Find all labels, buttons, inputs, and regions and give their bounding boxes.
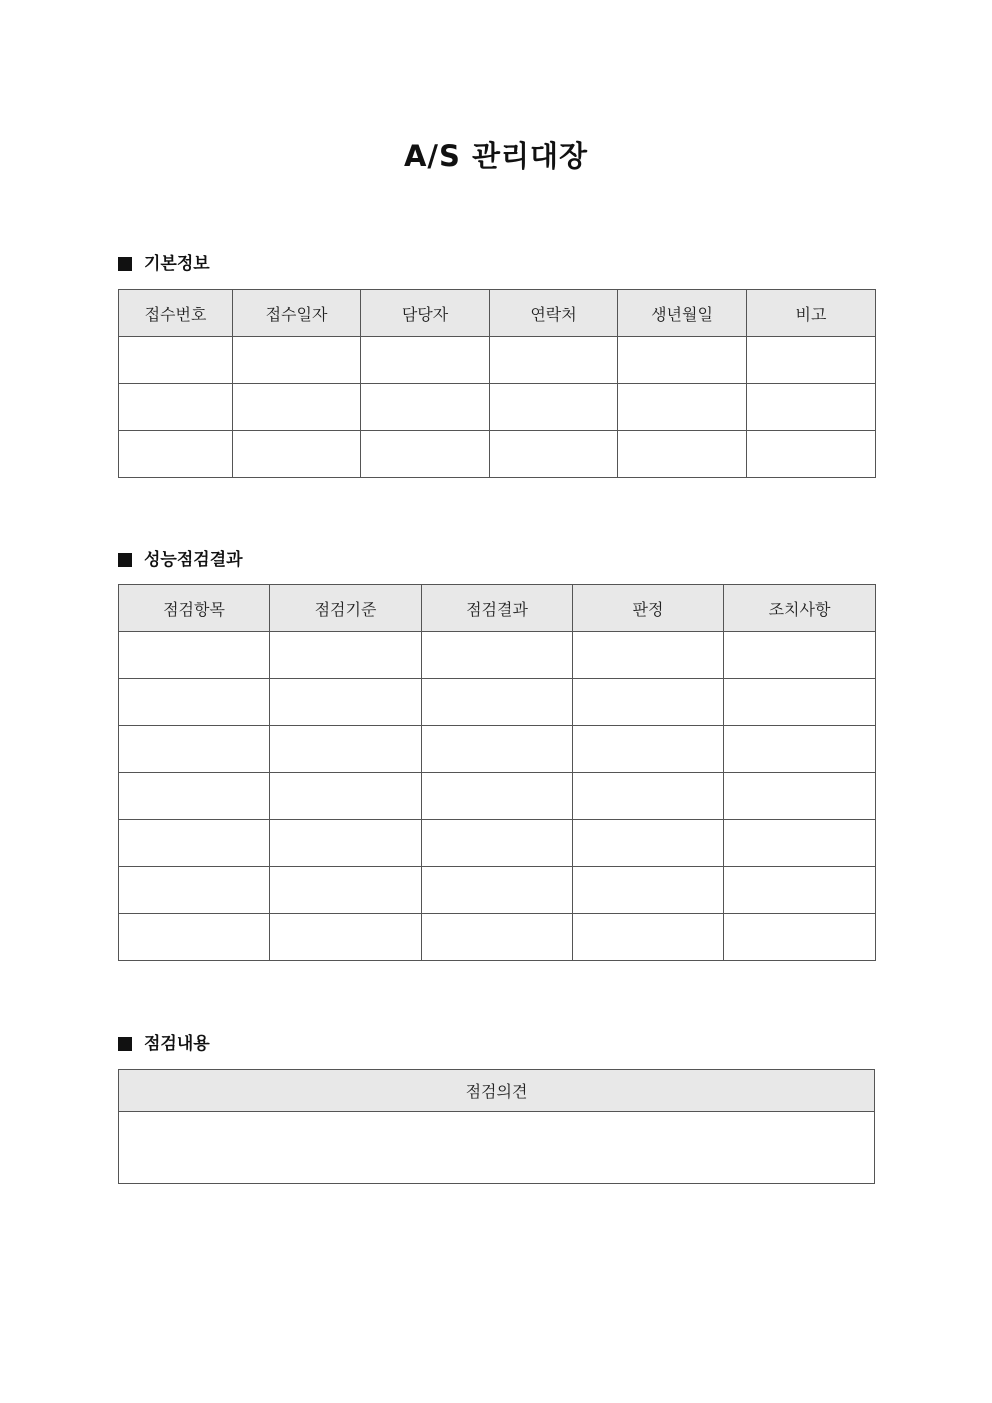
table-cell[interactable] [490,431,618,478]
inspection-opinion-field[interactable] [119,1112,875,1184]
table-row [119,384,876,431]
performance-heading [118,547,243,573]
table-cell[interactable] [422,914,573,961]
table-cell[interactable] [119,726,270,773]
table-cell[interactable] [422,632,573,679]
table-cell[interactable] [490,337,618,384]
table-cell[interactable] [724,773,876,820]
basic-info-heading [118,251,210,277]
table-cell[interactable] [422,867,573,914]
table-cell[interactable] [490,384,618,431]
table-cell[interactable] [119,431,233,478]
column-header-check-result: 점검결과 [422,585,573,632]
table-cell[interactable] [618,431,747,478]
table-cell[interactable] [119,632,270,679]
table-cell[interactable] [270,867,422,914]
table-cell[interactable] [270,632,422,679]
table-cell[interactable] [573,632,724,679]
table-header-row [119,1070,875,1112]
table-row [119,820,876,867]
table-cell[interactable] [724,867,876,914]
table-cell[interactable] [747,431,876,478]
square-bullet-icon [118,1037,132,1051]
basic-info-table [118,289,876,478]
column-header-judgment: 판정 [573,585,724,632]
table-header-row [119,290,876,337]
table-cell[interactable] [119,384,233,431]
table-cell[interactable] [119,337,233,384]
column-header-inspection-opinion: 점검의견 [119,1070,875,1112]
column-header-receipt-number: 접수번호 [119,290,233,337]
table-cell[interactable] [270,679,422,726]
table-row [119,679,876,726]
table-cell[interactable] [747,384,876,431]
performance-table [118,584,876,961]
table-cell[interactable] [233,337,361,384]
table-cell[interactable] [270,914,422,961]
table-cell[interactable] [233,384,361,431]
table-cell[interactable] [361,384,490,431]
table-cell[interactable] [119,867,270,914]
table-row [119,431,876,478]
inspection-heading-label: 점검내용 [144,1034,210,1054]
table-cell[interactable] [724,632,876,679]
table-cell[interactable] [618,337,747,384]
table-cell[interactable] [724,820,876,867]
table-cell[interactable] [270,726,422,773]
table-cell[interactable] [573,820,724,867]
table-cell[interactable] [361,337,490,384]
table-row [119,1112,875,1184]
column-header-receipt-date: 접수일자 [233,290,361,337]
table-cell[interactable] [724,726,876,773]
column-header-action-taken: 조치사항 [724,585,876,632]
table-cell[interactable] [747,337,876,384]
table-row [119,632,876,679]
table-cell[interactable] [233,431,361,478]
table-cell[interactable] [422,726,573,773]
column-header-birthdate: 생년월일 [618,290,747,337]
table-cell[interactable] [618,384,747,431]
column-header-contact: 연락처 [490,290,618,337]
table-cell[interactable] [573,679,724,726]
column-header-person-in-charge: 담당자 [361,290,490,337]
column-header-remarks: 비고 [747,290,876,337]
table-cell[interactable] [573,867,724,914]
table-cell[interactable] [724,914,876,961]
table-cell[interactable] [119,914,270,961]
table-cell[interactable] [119,820,270,867]
inspection-opinion-table [118,1069,875,1184]
square-bullet-icon [118,257,132,271]
table-cell[interactable] [422,820,573,867]
table-cell[interactable] [270,773,422,820]
inspection-heading [118,1031,210,1057]
document-title: A/S 관리대장 [403,139,589,173]
column-header-check-criteria: 점검기준 [270,585,422,632]
table-row [119,867,876,914]
table-cell[interactable] [573,726,724,773]
table-cell[interactable] [361,431,490,478]
table-header-row [119,585,876,632]
table-cell[interactable] [573,914,724,961]
performance-heading-label: 성능점검결과 [144,550,243,570]
table-cell[interactable] [422,679,573,726]
table-cell[interactable] [422,773,573,820]
table-cell[interactable] [119,679,270,726]
table-row [119,773,876,820]
column-header-check-item: 점검항목 [119,585,270,632]
table-cell[interactable] [119,773,270,820]
basic-info-heading-label: 기본정보 [144,254,210,274]
table-cell[interactable] [270,820,422,867]
square-bullet-icon [118,553,132,567]
table-cell[interactable] [573,773,724,820]
table-row [119,914,876,961]
table-row [119,337,876,384]
table-row [119,726,876,773]
table-cell[interactable] [724,679,876,726]
